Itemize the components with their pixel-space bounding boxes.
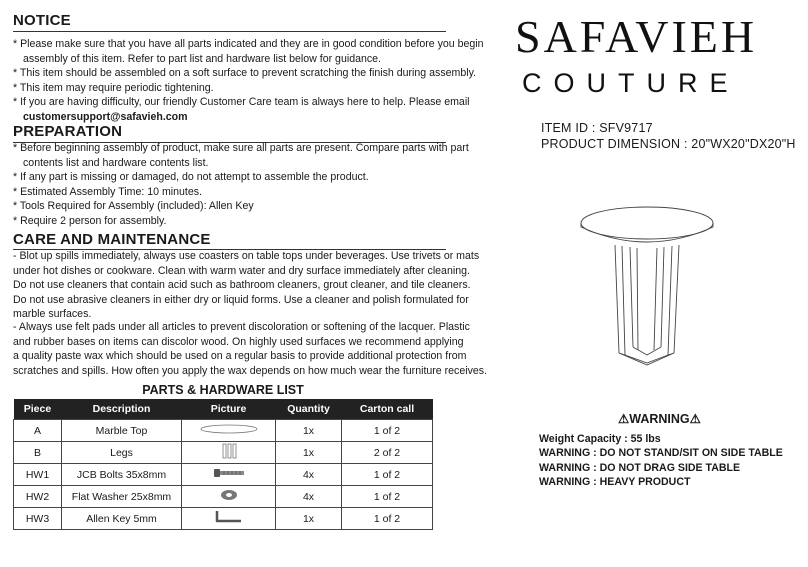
warning-line: Weight Capacity : 55 lbs	[539, 433, 661, 445]
side-table-illustration	[575, 205, 725, 375]
cell-description: JCB Bolts 35x8mm	[62, 464, 182, 486]
cell-quantity: 4x	[276, 486, 342, 508]
col-header-piece: Piece	[14, 399, 62, 420]
preparation-line: contents list and hardware contents list.	[23, 156, 209, 169]
warning-icon: ⚠	[689, 412, 701, 426]
parts-header-row	[14, 399, 433, 420]
col-header-picture: Picture	[182, 399, 276, 420]
notice-rule	[13, 31, 446, 32]
notice-heading: NOTICE	[13, 12, 71, 29]
preparation-line: * Require 2 person for assembly.	[13, 214, 167, 227]
table-row	[14, 442, 433, 464]
col-header-carton: Carton call	[342, 399, 433, 420]
warning-line: WARNING : HEAVY PRODUCT	[539, 475, 691, 488]
cell-description: Allen Key 5mm	[62, 508, 182, 530]
cell-picture	[182, 486, 276, 508]
cell-picture	[182, 442, 276, 464]
product-dimension: PRODUCT DIMENSION : 20"WX20"DX20"H	[541, 137, 796, 151]
cell-picture	[182, 420, 276, 442]
item-id: ITEM ID : SFV9717	[541, 121, 653, 135]
notice-line: assembly of this item. Refer to part list and hardware list below for guidance.	[23, 52, 381, 65]
care-line: marble surfaces.	[13, 308, 92, 321]
warning-line: WARNING : DO NOT DRAG SIDE TABLE	[539, 461, 741, 474]
parts-title: PARTS & HARDWARE LIST	[142, 383, 304, 397]
cell-carton: 1 of 2	[342, 486, 433, 508]
parts-table	[13, 399, 433, 530]
col-header-quantity: Quantity	[276, 399, 342, 420]
cell-quantity: 4x	[276, 464, 342, 486]
warning-title	[618, 411, 701, 426]
col-header-description: Description	[62, 399, 182, 420]
washer-icon	[219, 488, 239, 502]
care-line: - Blot up spills immediately, always use coasters on table tops under beverages. Use trivets or mats	[13, 250, 480, 262]
warning-line: WARNING : DO NOT STAND/SIT ON SIDE TABLE	[539, 447, 783, 460]
bolt-icon	[212, 467, 246, 479]
notice-line: * This item should be assembled on a soft surface to prevent scratching the finish during assembly.	[13, 67, 477, 80]
table-row	[14, 486, 433, 508]
notice-text	[13, 37, 484, 125]
care-para-2	[13, 320, 487, 378]
preparation-line: * Estimated Assembly Time: 10 minutes.	[13, 185, 202, 198]
cell-carton: 2 of 2	[342, 442, 433, 464]
care-line: under hot dishes or cookware. Clean with warm water and dry surface immediately after cleaning.	[13, 264, 470, 277]
care-line: - Always use felt pads under all articles to prevent discoloration or softening of the lacquer. Plastic	[13, 321, 470, 333]
brand-sub: COUTURE	[522, 68, 740, 98]
cell-description: Legs	[62, 442, 182, 464]
cell-picture	[182, 508, 276, 530]
cell-description: Marble Top	[62, 420, 182, 442]
cell-quantity: 1x	[276, 508, 342, 530]
cell-piece: HW1	[14, 464, 62, 486]
care-para-1	[13, 249, 479, 322]
notice-line: * If you are having difficulty, our friendly Customer Care team is always here to help. Please email	[13, 96, 470, 109]
warning-list	[539, 432, 783, 489]
care-line: Do not use cleaners that contain acid such as bathroom cleaners, grout cleaner, and tile cleaners.	[13, 279, 471, 292]
cell-quantity: 1x	[276, 442, 342, 464]
care-line: a quality paste wax which should be used on a regular basis to provide additional protection from	[13, 350, 467, 363]
notice-email[interactable]: customersupport@safavieh.com	[23, 110, 188, 123]
care-line: scratches and spills. How often you apply the wax depends on how much wear the furniture receives.	[13, 364, 488, 377]
care-heading: CARE AND MAINTENANCE	[13, 231, 211, 248]
cell-quantity: 1x	[276, 420, 342, 442]
preparation-text	[13, 141, 469, 229]
cell-piece: HW3	[14, 508, 62, 530]
notice-line: * This item may require periodic tightening.	[13, 81, 214, 94]
care-line: Do not use abrasive cleaners in either dry or liquid forms. Use a cleaner and polish formulated for	[13, 293, 469, 306]
warning-icon: ⚠	[618, 412, 630, 426]
cell-piece: HW2	[14, 486, 62, 508]
brand-logo: SAFAVIEH	[515, 11, 758, 62]
cell-picture	[182, 464, 276, 486]
preparation-line: * Tools Required for Assembly (included): Allen Key	[13, 200, 254, 213]
care-line: and rubber bases on items can discolor wood. On highly used surfaces we recommend applying	[13, 335, 464, 348]
notice-line: * Please make sure that you have all parts indicated and they are in good condition before you begin	[13, 38, 484, 50]
table-row	[14, 420, 433, 442]
preparation-heading: PREPARATION	[13, 123, 123, 140]
table-row	[14, 464, 433, 486]
warning-title-text: WARNING	[629, 412, 690, 426]
marble-top-icon	[199, 423, 259, 435]
cell-carton: 1 of 2	[342, 420, 433, 442]
preparation-line: * Before beginning assembly of product, make sure all parts are present. Compare parts with part	[13, 142, 469, 154]
allen-key-icon	[213, 509, 245, 525]
table-row	[14, 508, 433, 530]
cell-piece: B	[14, 442, 62, 464]
cell-piece: A	[14, 420, 62, 442]
cell-description: Flat Washer 25x8mm	[62, 486, 182, 508]
preparation-line: * If any part is missing or damaged, do not attempt to assemble the product.	[13, 171, 369, 184]
legs-icon	[219, 442, 239, 460]
cell-carton: 1 of 2	[342, 464, 433, 486]
cell-carton: 1 of 2	[342, 508, 433, 530]
